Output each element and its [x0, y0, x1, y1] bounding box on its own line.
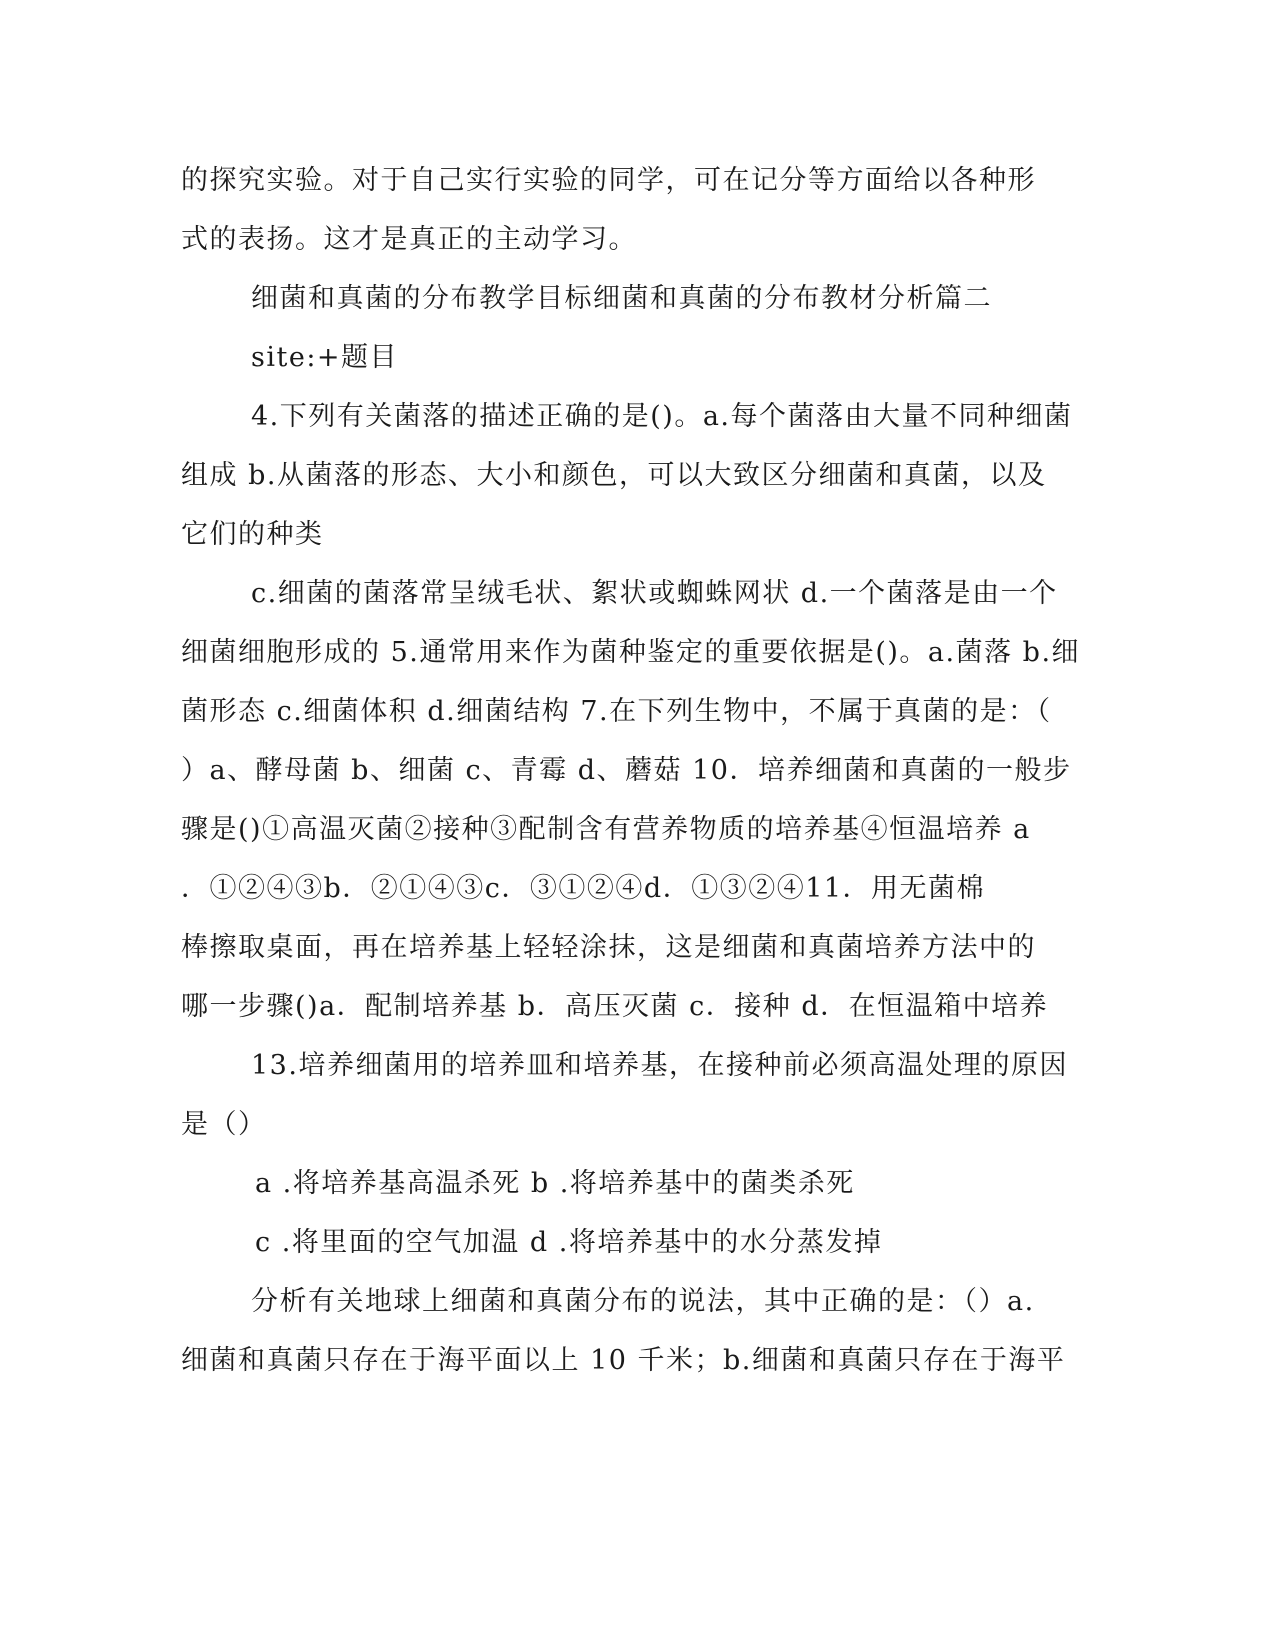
- text-line-12: 骤是()①高温灭菌②接种③配制含有营养物质的培养基④恒温培养 a: [181, 814, 1031, 845]
- text-line-13: ．①②④③b．②①④③c．③①②④d．①③②④11．用无菌棉: [181, 873, 986, 904]
- text-line-4: site:+题目: [251, 342, 399, 373]
- text-line-14: 棒擦取桌面，再在培养基上轻轻涂抹，这是细菌和真菌培养方法中的: [181, 932, 1036, 963]
- text-line-8: c.细菌的菌落常呈绒毛状、絮状或蜘蛛网状 d.一个菌落是由一个: [251, 578, 1058, 609]
- text-line-7: 它们的种类: [181, 519, 324, 550]
- text-line-11: ）a、酵母菌 b、细菌 c、青霉 d、蘑菇 10．培养细菌和真菌的一般步: [181, 755, 1072, 786]
- text-line-1: 的探究实验。对于自己实行实验的同学，可在记分等方面给以各种形: [181, 165, 1036, 196]
- text-line-5: 4.下列有关菌落的描述正确的是()。a.每个菌落由大量不同种细菌: [251, 401, 1073, 432]
- text-line-2: 式的表扬。这才是真正的主动学习。: [181, 224, 637, 255]
- text-line-19: c .将里面的空气加温 d .将培养基中的水分蒸发掉: [255, 1227, 883, 1258]
- text-line-9: 细菌细胞形成的 5.通常用来作为菌种鉴定的重要依据是()。a.菌落 b.细: [181, 637, 1081, 668]
- text-line-21: 细菌和真菌只存在于海平面以上 10 千米；b.细菌和真菌只存在于海平: [181, 1345, 1066, 1376]
- text-line-10: 菌形态 c.细菌体积 d.细菌结构 7.在下列生物中，不属于真菌的是：（: [181, 696, 1052, 727]
- section-heading: 细菌和真菌的分布教学目标细菌和真菌的分布教材分析篇二: [251, 283, 992, 314]
- text-line-17: 是（）: [181, 1109, 267, 1140]
- text-line-20: 分析有关地球上细菌和真菌分布的说法，其中正确的是：（）a.: [251, 1286, 1035, 1317]
- text-line-18: a .将培养基高温杀死 b .将培养基中的菌类杀死: [255, 1168, 855, 1199]
- text-line-16: 13.培养细菌用的培养皿和培养基，在接种前必须高温处理的原因: [251, 1050, 1068, 1081]
- text-line-15: 哪一步骤()a．配制培养基 b．高压灭菌 c．接种 d．在恒温箱中培养: [181, 991, 1049, 1022]
- text-line-6: 组成 b.从菌落的形态、大小和颜色，可以大致区分细菌和真菌，以及: [181, 460, 1047, 491]
